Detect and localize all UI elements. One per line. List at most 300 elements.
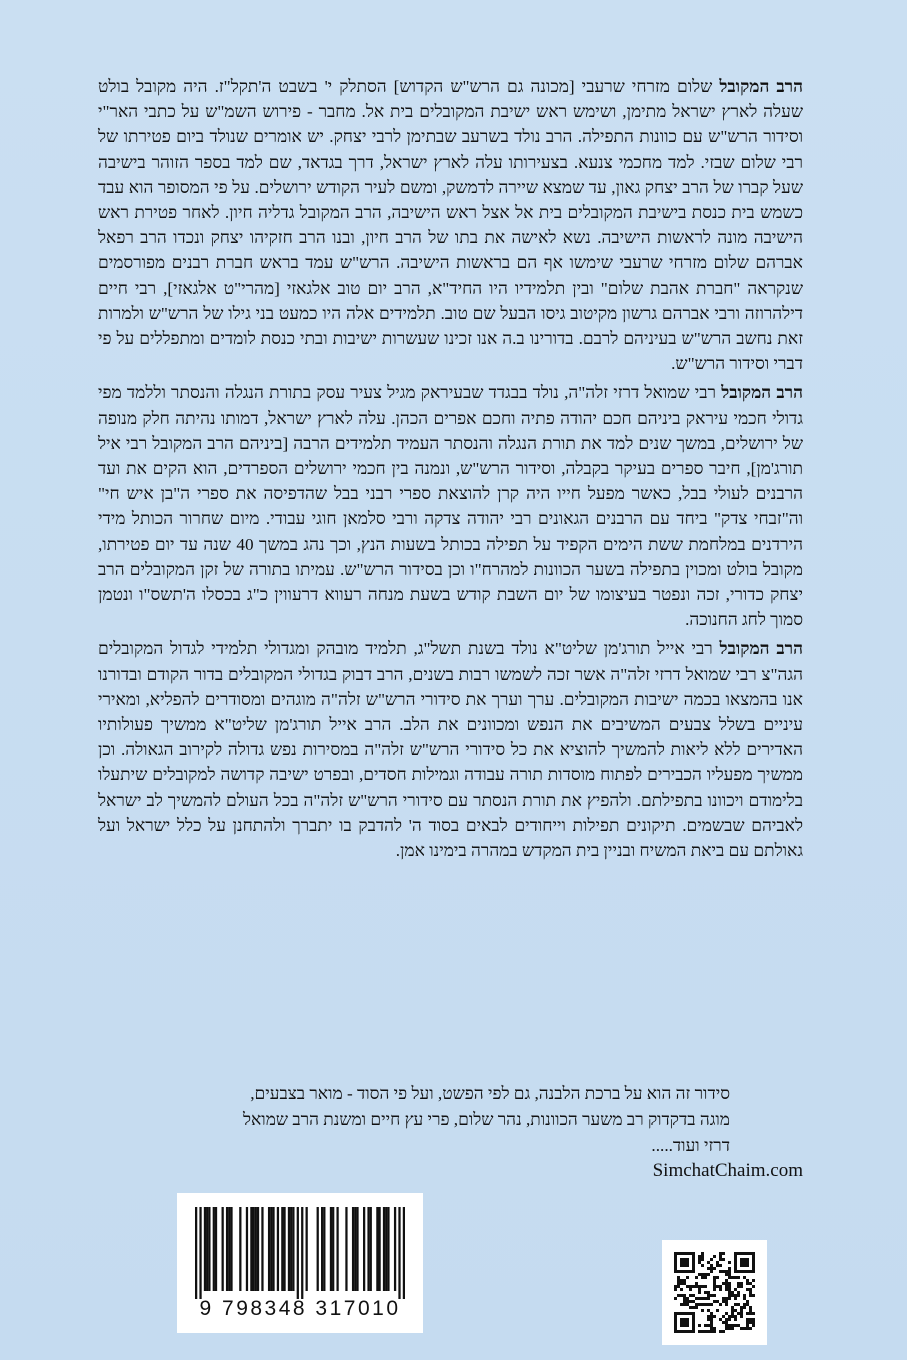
qr-module <box>725 1300 728 1303</box>
barcode-bar <box>336 1207 338 1291</box>
qr-module <box>689 1288 692 1291</box>
qr-module <box>731 1306 734 1309</box>
qr-module <box>728 1282 731 1285</box>
qr-module <box>698 1324 701 1327</box>
qr-module <box>683 1294 686 1297</box>
qr-module <box>725 1297 728 1300</box>
qr-module <box>716 1264 719 1267</box>
qr-module <box>722 1252 725 1255</box>
barcode-bar <box>398 1207 400 1299</box>
qr-module <box>686 1303 689 1306</box>
qr-module <box>710 1312 713 1315</box>
qr-module <box>719 1255 722 1258</box>
qr-module <box>698 1288 701 1291</box>
qr-module <box>704 1297 707 1300</box>
qr-module <box>710 1318 713 1321</box>
barcode-bar <box>281 1207 283 1291</box>
bio-paragraph-rashash <box>98 74 803 376</box>
qr-module <box>722 1300 725 1303</box>
qr-module <box>728 1288 731 1291</box>
barcode-icon <box>195 1207 405 1299</box>
qr-module <box>752 1294 755 1297</box>
qr-module <box>674 1285 677 1288</box>
qr-module <box>749 1282 752 1285</box>
qr-module <box>713 1327 716 1330</box>
barcode-bar <box>261 1207 263 1291</box>
qr-module <box>692 1285 695 1288</box>
qr-module <box>677 1276 680 1279</box>
qr-module <box>683 1303 686 1306</box>
barcode-bar <box>268 1207 270 1291</box>
qr-module <box>677 1282 680 1285</box>
qr-module <box>752 1285 755 1288</box>
qr-module <box>686 1300 689 1303</box>
barcode-bar <box>403 1207 405 1299</box>
qr-module <box>722 1330 725 1333</box>
qr-module <box>686 1285 689 1288</box>
qr-module <box>749 1291 752 1294</box>
qr-module <box>734 1303 737 1306</box>
barcode-bar <box>199 1207 201 1299</box>
qr-module <box>728 1297 731 1300</box>
qr-module <box>731 1291 734 1294</box>
qr-module <box>719 1270 722 1273</box>
qr-module <box>749 1321 752 1324</box>
qr-module <box>740 1327 743 1330</box>
barcode-number: 9 798348 317010 <box>199 1297 401 1320</box>
siddur-note <box>100 1081 730 1159</box>
barcode-bar <box>206 1207 208 1291</box>
qr-module <box>719 1264 722 1267</box>
qr-module <box>710 1330 713 1333</box>
qr-module <box>728 1270 731 1273</box>
qr-module <box>698 1273 701 1276</box>
qr-module <box>707 1294 710 1297</box>
qr-module <box>704 1276 707 1279</box>
qr-module <box>728 1315 731 1318</box>
qr-module <box>713 1282 716 1285</box>
qr-module <box>689 1306 692 1309</box>
qr-module <box>725 1279 728 1282</box>
qr-module <box>710 1264 713 1267</box>
qr-module <box>674 1297 677 1300</box>
qr-module <box>704 1330 707 1333</box>
barcode-bar <box>387 1207 389 1291</box>
barcode-bar <box>230 1207 232 1291</box>
qr-module <box>701 1255 704 1258</box>
qr-module <box>713 1276 716 1279</box>
qr-module <box>728 1267 731 1270</box>
barcode-bar <box>195 1207 197 1299</box>
barcode-bar <box>363 1207 365 1291</box>
qr-module <box>743 1327 746 1330</box>
qr-module <box>716 1309 719 1312</box>
qr-module <box>710 1294 713 1297</box>
barcode-bar <box>228 1207 230 1291</box>
qr-module <box>695 1297 698 1300</box>
qr-module <box>710 1267 713 1270</box>
qr-module <box>719 1303 722 1306</box>
barcode-bar <box>323 1207 325 1291</box>
qr-module <box>680 1303 683 1306</box>
qr-module <box>680 1294 683 1297</box>
qr-module <box>713 1330 716 1333</box>
qr-module <box>719 1258 722 1261</box>
qr-module <box>746 1300 749 1303</box>
qr-module <box>725 1312 728 1315</box>
qr-module <box>731 1294 734 1297</box>
qr-module <box>746 1288 749 1291</box>
qr-module <box>725 1273 728 1276</box>
qr-module <box>713 1279 716 1282</box>
qr-module <box>680 1279 683 1282</box>
qr-module <box>722 1321 725 1324</box>
note-line-2: מוגה בדקדוק רב משער הכוונות, נהר שלום, פרי עץ חיים ומשנת הרב שמואל <box>242 1110 730 1129</box>
biography-text <box>98 74 803 867</box>
qr-module <box>710 1315 713 1318</box>
qr-module <box>698 1261 701 1264</box>
qr-module <box>710 1270 713 1273</box>
qr-module <box>752 1318 755 1321</box>
website-link[interactable]: SimchatChaim.com <box>652 1160 803 1181</box>
barcode-bar <box>288 1207 290 1291</box>
barcode-bar <box>213 1207 215 1291</box>
qr-module <box>713 1315 716 1318</box>
qr-module <box>728 1273 731 1276</box>
qr-module <box>701 1273 704 1276</box>
qr-module <box>710 1303 713 1306</box>
qr-module <box>707 1267 710 1270</box>
barcode-bar <box>246 1207 248 1291</box>
barcode-bar <box>354 1207 356 1291</box>
qr-module <box>734 1297 737 1300</box>
barcode-bar <box>378 1207 380 1291</box>
barcode-bar <box>239 1207 241 1291</box>
qr-module <box>734 1318 737 1321</box>
qr-module <box>710 1327 713 1330</box>
qr-module <box>728 1294 731 1297</box>
barcode-bar <box>376 1207 378 1291</box>
barcode-bar <box>215 1207 217 1291</box>
qr-module <box>710 1321 713 1324</box>
qr-module <box>722 1258 725 1261</box>
qr-code-icon <box>674 1252 755 1333</box>
qr-module <box>719 1288 722 1291</box>
qr-module <box>698 1255 701 1258</box>
qr-module <box>746 1318 749 1321</box>
qr-module <box>725 1282 728 1285</box>
qr-module <box>680 1282 683 1285</box>
qr-module <box>746 1321 749 1324</box>
qr-module <box>719 1285 722 1288</box>
qr-module <box>749 1318 752 1321</box>
qr-module <box>746 1324 749 1327</box>
qr-module <box>704 1285 707 1288</box>
qr-module <box>737 1285 740 1288</box>
qr-module <box>737 1312 740 1315</box>
barcode-bar <box>367 1207 369 1291</box>
barcode-bar <box>222 1207 224 1291</box>
qr-module <box>713 1294 716 1297</box>
qr-module <box>722 1315 725 1318</box>
qr-module <box>701 1330 704 1333</box>
qr-module <box>734 1309 737 1312</box>
barcode-bar <box>250 1207 252 1291</box>
qr-module <box>707 1315 710 1318</box>
qr-module <box>698 1303 701 1306</box>
qr-module <box>737 1291 740 1294</box>
qr-module <box>731 1324 734 1327</box>
barcode-bar <box>321 1207 323 1291</box>
qr-module <box>692 1300 695 1303</box>
barcode-bar <box>330 1207 332 1291</box>
barcode-bar <box>306 1207 308 1291</box>
qr-module <box>713 1255 716 1258</box>
qr-module <box>728 1291 731 1294</box>
qr-module <box>734 1324 737 1327</box>
bio-text: רבי אייל תורג'מן שליט"א נולד בשנת תשל"ג, תלמיד מובהק ומגדולי תלמידי לגדול המקובלים הגה"צ רבי שמואל דרזי זלה"ה אשר זכה לשמשו רבות בשנים, הרב דבוק בגדולי המקובלים בדור הקודם ובדורנו אנו בהמצאו בכמה ישיבות המקובלים. ערך וערך את סידורי הרש"ש זלה"ה מוגהים ומסודרים להפליא, ומאירי עיניים בשלל צבעים המשיבים את הנפש ומכוונים את הלב. הרב אייל תורג'מן שליט"א ממשיך פעולותיו האדירים ללא ליאות להמשיך להוציא את כל סידורי הרש"ש זלה"ה במסירות נפש גדולה לקירוב הגאולה. וכן ממשיך מפעליו הכבירים לפתוח מוסדות תורה עבודה וגמילות חסדים, ובפרט ישיבה קדושה למקובלים שיתעלו בלימודם ויכוונו בתפילתם. ולהפיץ את תורת הנסתר עם סידורי הרש"ש זלה"ה בכל העולם להמשיך לב ישראל לאביהם שבשמים. תיקונים תפילות וייחודים לבאים בסוד ה' להדבק בו יתברך ולהתחנן על כלל ישראל ועל גאולתם עם ביאת המשיח ובניין בית המקדש במהרה בימינו אמן. <box>98 639 803 861</box>
qr-module <box>740 1309 743 1312</box>
note-line-3: דרזי ועוד..... <box>651 1136 730 1155</box>
isbn-barcode <box>177 1193 423 1333</box>
bio-lead: הרב המקובל <box>719 639 803 659</box>
bio-lead: הרב המקובל <box>721 383 803 403</box>
bio-paragraph-turgeman <box>98 636 803 863</box>
bio-lead: הרב המקובל <box>719 77 803 96</box>
qr-module <box>683 1279 686 1282</box>
qr-module <box>686 1276 689 1279</box>
qr-module <box>701 1297 704 1300</box>
qr-module <box>746 1282 749 1285</box>
barcode-bar <box>255 1207 257 1291</box>
qr-finder-core <box>740 1258 749 1267</box>
qr-module <box>707 1297 710 1300</box>
barcode-bar <box>208 1207 210 1291</box>
qr-module <box>689 1285 692 1288</box>
qr-module <box>725 1318 728 1321</box>
barcode-bar <box>290 1207 292 1291</box>
qr-module <box>749 1327 752 1330</box>
barcode-bar <box>204 1207 206 1291</box>
qr-module <box>698 1258 701 1261</box>
qr-module <box>749 1312 752 1315</box>
qr-module <box>728 1327 731 1330</box>
qr-module <box>695 1276 698 1279</box>
qr-module <box>737 1324 740 1327</box>
qr-module <box>719 1318 722 1321</box>
qr-code[interactable] <box>662 1240 767 1345</box>
qr-module <box>752 1279 755 1282</box>
qr-module <box>698 1330 701 1333</box>
qr-module <box>752 1321 755 1324</box>
qr-module <box>734 1288 737 1291</box>
qr-module <box>695 1306 698 1309</box>
qr-module <box>704 1324 707 1327</box>
qr-module <box>743 1303 746 1306</box>
barcode-bar <box>332 1207 334 1291</box>
qr-module <box>743 1297 746 1300</box>
qr-module <box>698 1297 701 1300</box>
qr-module <box>725 1324 728 1327</box>
qr-module <box>725 1303 728 1306</box>
qr-module <box>689 1300 692 1303</box>
qr-module <box>740 1315 743 1318</box>
qr-module <box>716 1261 719 1264</box>
qr-module <box>695 1285 698 1288</box>
qr-module <box>740 1282 743 1285</box>
qr-module <box>719 1330 722 1333</box>
qr-module <box>731 1309 734 1312</box>
qr-module <box>728 1324 731 1327</box>
qr-module <box>707 1330 710 1333</box>
qr-module <box>749 1309 752 1312</box>
qr-module <box>731 1327 734 1330</box>
qr-module <box>701 1303 704 1306</box>
qr-module <box>689 1294 692 1297</box>
qr-module <box>749 1306 752 1309</box>
qr-module <box>686 1297 689 1300</box>
qr-finder-core <box>680 1318 689 1327</box>
barcode-bar <box>277 1207 279 1291</box>
note-line-1: סידור זה הוא על ברכת הלבנה, גם לפי הפשט, ועל פי הסוד - מואר בצבעים, <box>250 1084 730 1103</box>
qr-module <box>716 1300 719 1303</box>
qr-module <box>683 1297 686 1300</box>
qr-module <box>713 1267 716 1270</box>
qr-module <box>707 1261 710 1264</box>
barcode-bar <box>356 1207 358 1291</box>
barcode-bar <box>292 1207 294 1291</box>
qr-module <box>737 1276 740 1279</box>
qr-module <box>704 1291 707 1294</box>
qr-module <box>731 1312 734 1315</box>
qr-module <box>737 1303 740 1306</box>
qr-module <box>734 1276 737 1279</box>
qr-module <box>725 1270 728 1273</box>
barcode-bar <box>270 1207 272 1291</box>
qr-module <box>746 1327 749 1330</box>
barcode-bar <box>252 1207 254 1291</box>
qr-finder-core <box>680 1258 689 1267</box>
barcode-bar <box>317 1207 319 1291</box>
qr-module <box>740 1285 743 1288</box>
qr-module <box>680 1288 683 1291</box>
qr-module <box>692 1294 695 1297</box>
qr-module <box>728 1261 731 1264</box>
qr-module <box>725 1288 728 1291</box>
qr-module <box>707 1324 710 1327</box>
qr-module <box>728 1285 731 1288</box>
barcode-bar <box>345 1207 347 1291</box>
barcode-bar <box>370 1207 372 1291</box>
qr-module <box>701 1258 704 1261</box>
qr-module <box>698 1285 701 1288</box>
qr-module <box>677 1279 680 1282</box>
qr-module <box>743 1294 746 1297</box>
qr-module <box>677 1285 680 1288</box>
qr-module <box>710 1258 713 1261</box>
barcode-bar <box>226 1207 228 1291</box>
barcode-bar <box>383 1207 385 1291</box>
qr-module <box>740 1306 743 1309</box>
qr-module <box>722 1297 725 1300</box>
qr-module <box>734 1294 737 1297</box>
barcode-bar <box>301 1207 303 1299</box>
qr-module <box>701 1264 704 1267</box>
qr-module <box>731 1315 734 1318</box>
qr-module <box>692 1306 695 1309</box>
qr-module <box>707 1309 710 1312</box>
qr-module <box>749 1288 752 1291</box>
qr-module <box>746 1312 749 1315</box>
qr-module <box>710 1324 713 1327</box>
qr-module <box>713 1300 716 1303</box>
qr-module <box>707 1318 710 1321</box>
qr-module <box>731 1276 734 1279</box>
qr-module <box>737 1282 740 1285</box>
qr-module <box>725 1321 728 1324</box>
qr-module <box>746 1279 749 1282</box>
barcode-bar <box>352 1207 354 1291</box>
qr-module <box>743 1276 746 1279</box>
qr-module <box>707 1291 710 1294</box>
qr-module <box>701 1252 704 1255</box>
barcode-bar <box>297 1207 299 1299</box>
qr-module <box>695 1282 698 1285</box>
qr-module <box>683 1282 686 1285</box>
qr-module <box>752 1312 755 1315</box>
qr-module <box>698 1291 701 1294</box>
barcode-bar <box>394 1207 396 1291</box>
qr-module <box>695 1303 698 1306</box>
qr-module <box>722 1270 725 1273</box>
qr-module <box>704 1303 707 1306</box>
bio-paragraph-darzi <box>98 380 803 632</box>
qr-module <box>752 1324 755 1327</box>
qr-module <box>704 1273 707 1276</box>
qr-module <box>707 1273 710 1276</box>
qr-module <box>713 1288 716 1291</box>
barcode-bar <box>283 1207 285 1291</box>
qr-module <box>728 1276 731 1279</box>
qr-module <box>719 1252 722 1255</box>
qr-module <box>716 1276 719 1279</box>
qr-module <box>701 1309 704 1312</box>
qr-module <box>740 1312 743 1315</box>
qr-module <box>746 1303 749 1306</box>
qr-module <box>683 1300 686 1303</box>
bio-text: רבי שמואל דרזי זלה"ה, נולד בבגדד שבעיראק מגיל צעיר עסק בתורת הנגלה והנסתר וללמד מפי גדולי חכמי עיראק ביניהם חכם יהודה פתיה וחכם אפרים הכהן. עלה לארץ ישראל, דמותו נהיתה חלק מנופה של ירושלים, במשך שנים למד את תורת הנגלה והנסתר העמיד תלמידים הרבה [ביניהם הרב המקובל רבי איל תורג'מן], חיבר ספרים בעיקר בקבלה, וסידור הרש"ש, ונמנה בין חכמי ירושלים הספרדים, הוא הקים את ועד הרבנים לעולי בבל, כאשר מפעל חייו היה קרן להוצאת ספרי רבני בבל שהדפיסה את ספרי ה"בן איש חי" וה"זבחי צדק" ביחד עם הרבנים הגאונים רבי יהודה צדקה ורבי סלמאן חוגי עבודי. מיום שחרור הכותל מידי הירדנים במלחמת ששת הימים הקפיד על תפילה בכותל בשעות הנץ, וכך נהג במשך 40 שנה עד יום פטירתו, מקובל בולט ומכוין בתפילה בשער הכוונות למהרח"ו וכן בסידור הרש"ש. עמיתו בתורה של זקן המקובלים הרב יצחק כדורי, זכה ונפטר בעיצומו של יום השבת קודש בשעת מנחה רעווא דרעווין כ"ג בכסלו ה'תשס"ו ונטמן סמוך לחג החנוכה. <box>98 383 803 630</box>
qr-module <box>701 1276 704 1279</box>
qr-module <box>716 1285 719 1288</box>
qr-module <box>725 1327 728 1330</box>
qr-module <box>728 1318 731 1321</box>
qr-module <box>749 1294 752 1297</box>
qr-module <box>701 1285 704 1288</box>
bio-text: שלום מזרחי שרעבי [מכונה גם הרש"ש הקדוש] הסתלק י' בשבט ה'תקל"ז. היה מקובל בולט שעלה לארץ ישראל מתימן, ושימש ראש ישיבת המקובלים בית אל. מחבר - פירוש השמ"ש על כתבי האר"י וסידור הרש"ש עם כוונות התפילה. הרב נולד בשרעב שבתימן לרבי יצחק. יש אומרים שנולד ביום פטירתו של רבי שלום שבזי. למד מחכמי צנעא. בצעירותו עלה לארץ ישראל, דרך בגדאד, שם למד בספר הזוהר בישיבה שעל קברו של הרב יצחק גאון, עד שמצא שיירה לדמשק, ומשם לעיר הקודש ירושלים. על פי המסופר הוא עבד כשמש בית כנסת בישיבת המקובלים בית אל אצל ראש הישיבה, הרב המקובל גדליה חיון. לאחר פטירת ראש הישיבה מונה לראשות הישיבה. נשא לאישה את בתו של הרב חיון, ובנו הרב חזקיהו יצחק ונכדו הרב רפאל אברהם שלום מזרחי שרעבי שימשו אף הם בראשות הישיבה. הרש"ש עמד בראש חברת רבנים מפורסמים שנקראה "חברת אהבת שלום" ובין תלמידיו היו החיד"א, הרב יום טוב אלגאזי [מהרי"ט אלגאזי], רבי חיים דילהרוזה ורבי אברהם גרשון מקיטוב גיסו הבעל שם טוב. תלמידים אלה היו כמעט בני גילו של הרש"ש ולמרות זאת נחשב הרש"ש בעיניהם לרבם. בדורינו ב.ה אנו זכינו שעשרות ישיבות ובתי כנסת לומדים ומתפללים על פי דברי וסידור הרש"ש. <box>98 77 803 374</box>
qr-module <box>677 1294 680 1297</box>
qr-module <box>713 1285 716 1288</box>
barcode-bar <box>385 1207 387 1291</box>
qr-module <box>722 1282 725 1285</box>
qr-module <box>707 1303 710 1306</box>
qr-module <box>674 1288 677 1291</box>
barcode-bar <box>272 1207 274 1291</box>
qr-module <box>743 1306 746 1309</box>
qr-module <box>737 1294 740 1297</box>
barcode-bar <box>257 1207 259 1291</box>
qr-module <box>734 1315 737 1318</box>
qr-module <box>725 1285 728 1288</box>
